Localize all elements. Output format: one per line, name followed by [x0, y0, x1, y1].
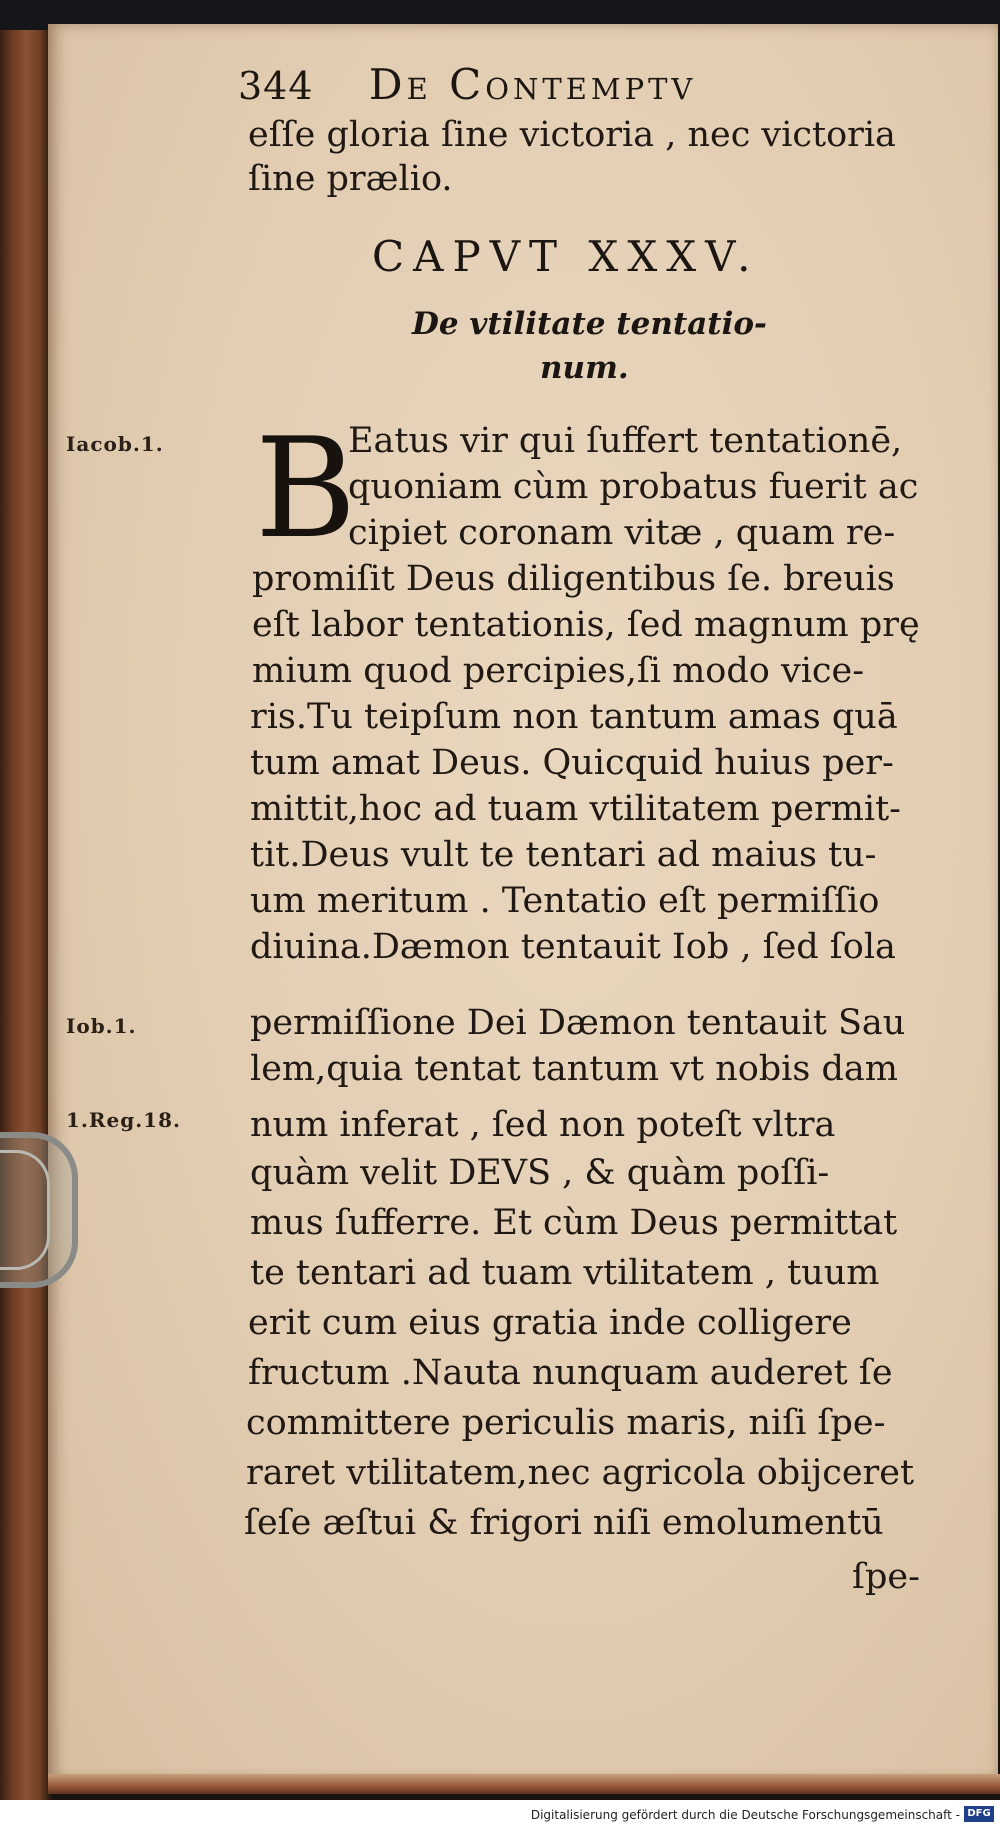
text-line-16: lem,quia tentat tantum vt nobis dam [250, 1049, 898, 1089]
running-title: De Contemptv [368, 60, 697, 109]
page-number: 344 [238, 64, 314, 108]
text-line-4: quoniam cùm probatus fuerit ac [348, 467, 919, 507]
catchword: ſpe- [852, 1557, 920, 1597]
text-line-24: raret vtilitatem,nec agricola obijceret [246, 1453, 915, 1493]
book-clasp-inner [0, 1150, 50, 1270]
dfg-logo-icon: DFG [964, 1806, 994, 1822]
text-line-6: promiſit Deus diligentibus ſe. breuis [252, 559, 895, 599]
book-clasp [0, 1132, 78, 1288]
text-line-13: um meritum . Tentatio eſt permiſſio [250, 881, 880, 921]
footer-credit: Digitalisierung gefördert durch die Deutsche Forschungsgemeinschaft - [530, 1808, 960, 1822]
text-line-2: ſine prælio. [248, 159, 453, 199]
chapter-subtitle-line-1: De vtilitate tentatio- [412, 306, 767, 342]
text-line-20: te tentari ad tuam vtilitatem , tuum [250, 1253, 880, 1293]
text-line-1: eſſe gloria ſine victoria , nec victoria [248, 115, 896, 155]
text-line-7: eſt labor tentationis, ſed magnum prę [252, 605, 920, 645]
margin-note-reg: 1.Reg.18. [66, 1108, 181, 1132]
margin-note-iacob: Iacob.1. [66, 432, 164, 456]
text-line-5: cipiet coronam vitæ , quam re- [348, 513, 896, 553]
margin-note-iob: Iob.1. [66, 1014, 137, 1038]
drop-cap: B [255, 408, 357, 569]
text-line-19: mus ſufferre. Et cùm Deus permittat [250, 1203, 898, 1243]
text-line-15: permiſſione Dei Dæmon tentauit Sau [250, 1003, 906, 1043]
text-line-23: committere periculis maris, niſi ſpe- [246, 1403, 886, 1443]
text-line-22: fructum .Nauta nunquam auderet ſe [248, 1353, 893, 1393]
text-line-8: mium quod percipies,ſi modo vice- [252, 651, 865, 691]
text-line-21: erit cum eius gratia inde colligere [248, 1303, 852, 1343]
footer-bar [0, 1800, 1000, 1829]
text-line-25: ſeſe æſtui & frigori niſi emolumentū [244, 1503, 884, 1543]
page-bottom-edge [48, 1774, 1000, 1794]
text-line-10: tum amat Deus. Quicquid huius per- [250, 743, 894, 783]
text-line-9: ris.Tu teipſum non tantum amas quā [250, 697, 898, 737]
text-line-18: quàm velit DEVS , & quàm poſſi- [250, 1153, 830, 1193]
chapter-subtitle-line-2: num. [540, 350, 629, 386]
chapter-heading: CAPVT XXXV. [372, 232, 760, 281]
text-line-12: tit.Deus vult te tentari ad maius tu- [250, 835, 877, 875]
text-line-11: mittit,hoc ad tuam vtilitatem permit- [250, 789, 901, 829]
text-line-14: diuina.Dæmon tentauit Iob , ſed ſola [250, 927, 896, 967]
running-head [238, 60, 958, 109]
text-line-17: num inferat , ſed non poteſt vltra [250, 1105, 836, 1145]
text-line-3: Eatus vir qui ſuffert tentationē, [348, 421, 903, 461]
